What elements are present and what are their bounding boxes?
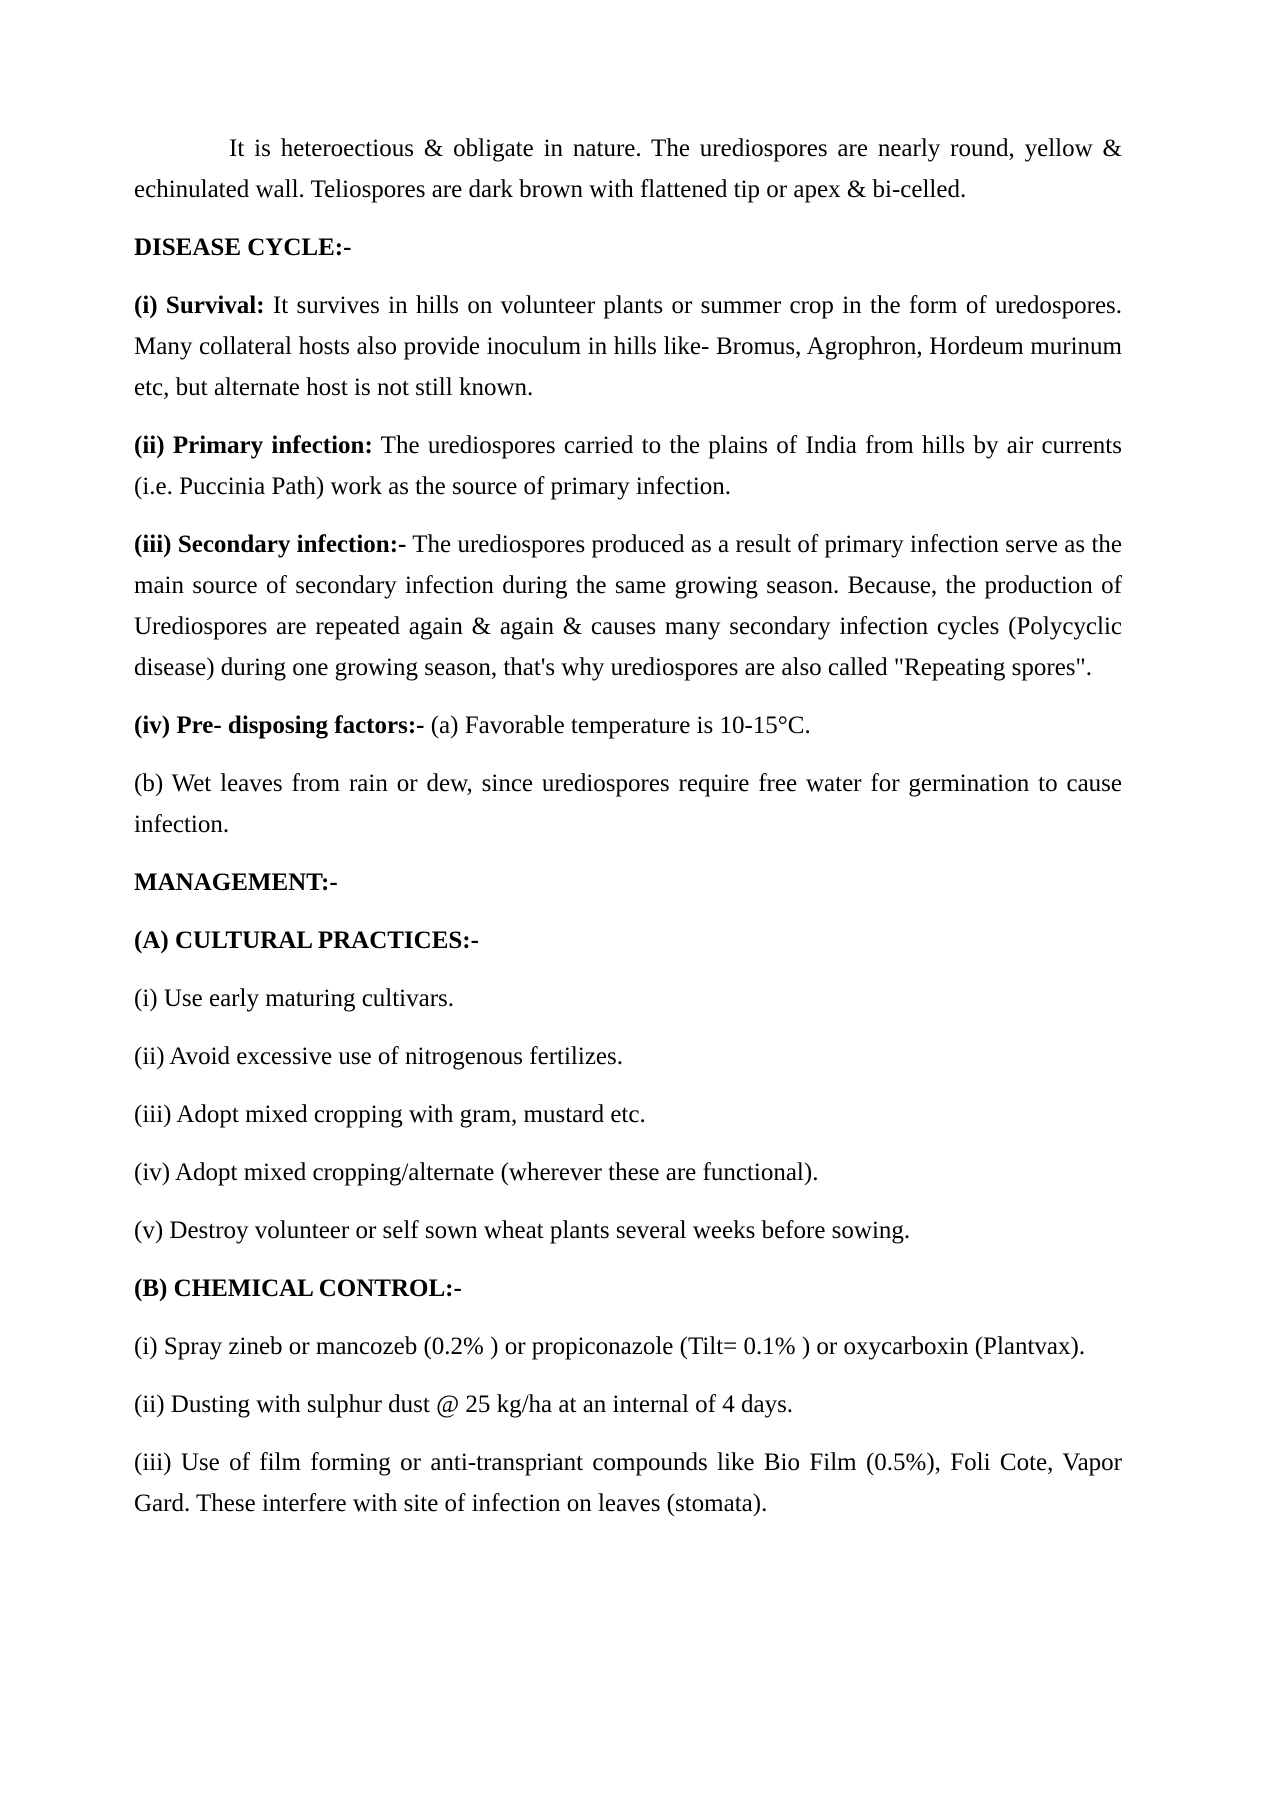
para-primary-infection bbox=[134, 425, 1122, 507]
primary-infection-text: The urediospores carried to the plains of India from hills by air currents (i.e. Puccinia Path) work as the source of primary infection. bbox=[134, 432, 1122, 500]
survival-text: It survives in hills on volunteer plants or summer crop in the form of uredospores. Many collateral hosts also provide inoculum in hills like- Bromus, Agrophron, Hordeum murinum etc, but alternate host is not still known. bbox=[134, 292, 1123, 401]
cultural-item-1: (i) Use early maturing cultivars. bbox=[134, 985, 455, 1012]
heading-disease-cycle: DISEASE CYCLE:- bbox=[134, 234, 352, 261]
cultural-item-5: (v) Destroy volunteer or self sown wheat plants several weeks before sowing. bbox=[134, 1217, 911, 1244]
secondary-infection-text: The urediospores produced as a result of primary infection serve as the main source of secondary infection during the same growing season. Because, the production of Urediospores are repeated again & again & causes many secondary infection cycles (Polycyclic disease) during one growing season, that's why urediospores are also called "Repeating spores". bbox=[134, 531, 1122, 681]
para-predisposing-factors bbox=[134, 705, 1122, 746]
chemical-item-1: (i) Spray zineb or mancozeb (0.2% ) or propiconazole (Tilt= 0.1% ) or oxycarboxin (Plantvax). bbox=[134, 1333, 1086, 1360]
cultural-item-3: (iii) Adopt mixed cropping with gram, mustard etc. bbox=[134, 1101, 646, 1128]
cultural-item-4: (iv) Adopt mixed cropping/alternate (wherever these are functional). bbox=[134, 1159, 819, 1186]
para-secondary-infection bbox=[134, 524, 1122, 688]
predisposing-factors-label: (iv) Pre- disposing factors:- bbox=[134, 712, 425, 739]
secondary-infection-label: (iii) Secondary infection:- bbox=[134, 531, 407, 558]
primary-infection-label: (ii) Primary infection: bbox=[134, 432, 373, 459]
intro-paragraph: It is heteroectious & obligate in nature. The urediospores are nearly round, yellow & echinulated wall. Teliospores are dark brown with flattened tip or apex & bi-celled. bbox=[134, 135, 1122, 203]
survival-label: (i) Survival: bbox=[134, 292, 265, 319]
heading-chemical-control: (B) CHEMICAL CONTROL:- bbox=[134, 1275, 462, 1302]
para-wet-leaves: (b) Wet leaves from rain or dew, since urediospores require free water for germination to cause infection. bbox=[134, 770, 1122, 838]
chemical-item-3: (iii) Use of film forming or anti-transpriant compounds like Bio Film (0.5%), Foli Cote, Vapor Gard. These interfere with site of infection on leaves (stomata). bbox=[134, 1449, 1122, 1517]
chemical-item-2: (ii) Dusting with sulphur dust @ 25 kg/ha at an internal of 4 days. bbox=[134, 1391, 794, 1418]
heading-management: MANAGEMENT:- bbox=[134, 869, 338, 896]
para-survival bbox=[134, 285, 1122, 408]
cultural-item-2: (ii) Avoid excessive use of nitrogenous fertilizes. bbox=[134, 1043, 623, 1070]
heading-cultural-practices: (A) CULTURAL PRACTICES:- bbox=[134, 927, 479, 954]
predisposing-factors-text: (a) Favorable temperature is 10-15°C. bbox=[430, 712, 811, 739]
